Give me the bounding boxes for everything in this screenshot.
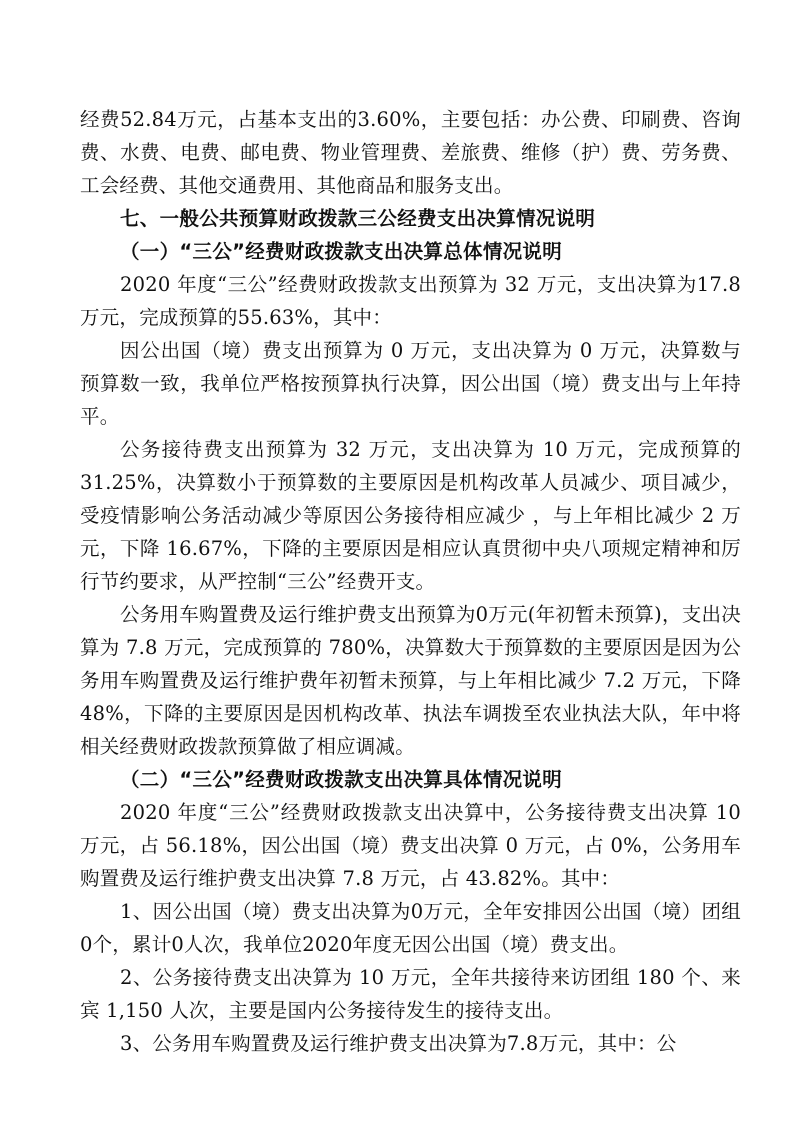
document-body [0,103,793,1060]
paragraph-official-reception: 公务接待费支出预算为 32 万元，支出决算为 10 万元，完成预算的 31.25%，决算数小于预算数的主要原因是机构改革人员减少、项目减少，受疫情影响公务活动减少等原因公务接待相应减少 ，与上年相比减少 2 万元，下降 16.67%，下降的主要原因是相应认真贯彻中央八项规定精神和厉行节约要求，从严控制“三公”经费开支。 [80,438,741,593]
subheading-details: （二）“三公”经费财政拨款支出决算具体情况说明 [120,768,563,791]
paragraph-overseas-travel: 因公出国（境）费支出预算为 0 万元，支出决算为 0 万元，决算数与预算数一致，我单位严格按预算执行决算，因公出国（境）费支出与上年持平。 [80,339,741,428]
paragraph-official-vehicles: 公务用车购置费及运行维护费支出预算为0万元(年初暂未预算)，支出决算为 7.8 万元，完成预算的 780%，决算数大于预算数的主要原因是因为公务用车购置费及运行维护费年初暂未预算，与上年相比减少 7.2 万元，下降 48%，下降的主要原因是因机构改革、执法车调拨至农业执法大队，年中将相关经费财政拨款预算做了相应调减。 [80,603,741,758]
paragraph-item-3: 3、公务用车购置费及运行维护费支出决算为7.8万元，其中：公 [120,1032,677,1055]
paragraph-item-2: 2、公务接待费支出决算为 10 万元，全年共接待来访团组 180 个、来宾 1,150 人次，主要是国内公务接待发生的接待支出。 [80,966,741,1022]
section-heading-seven: 七、一般公共预算财政拨款三公经费支出决算情况说明 [120,207,596,230]
paragraph-expense-continuation: 经费52.84万元，占基本支出的3.60%，主要包括：办公费、印刷费、咨询费、水费、电费、邮电费、物业管理费、差旅费、维修（护）费、劳务费、工会经费、其他交通费用、其他商品和服务支出。 [80,108,741,197]
paragraph-detail-summary: 2020 年度“三公”经费财政拨款支出决算中，公务接待费支出决算 10 万元，占 56.18%，因公出国（境）费支出决算 0 万元，占 0%，公务用车购置费及运行维护费支出决算 7.8 万元，占 43.82%。其中： [80,801,741,890]
subheading-overall: （一）“三公”经费财政拨款支出决算总体情况说明 [120,240,563,263]
paragraph-overall-budget: 2020 年度“三公”经费财政拨款支出预算为 32 万元，支出决算为17.8万元，完成预算的55.63%，其中： [80,273,741,329]
paragraph-item-1: 1、因公出国（境）费支出决算为0万元，全年安排因公出国（境）团组0个，累计0人次，我单位2020年度无因公出国（境）费支出。 [80,900,741,956]
